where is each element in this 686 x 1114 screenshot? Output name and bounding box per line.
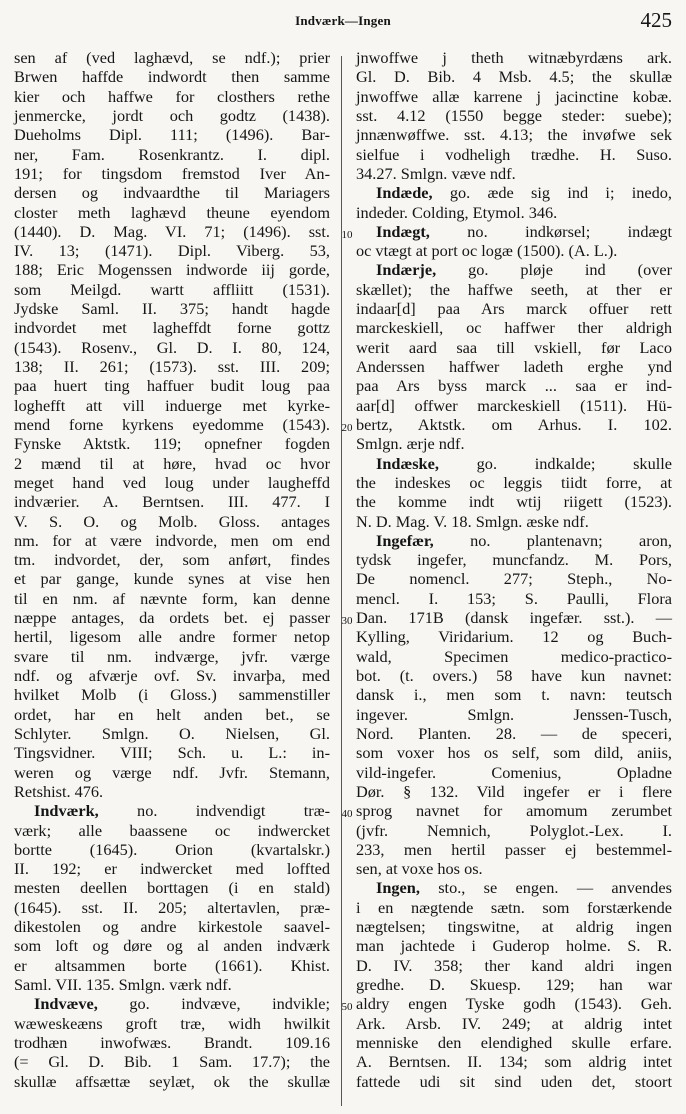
- text-line: [14, 1033, 330, 1052]
- text-line: [14, 241, 330, 260]
- line-text: weren og værge ndf. Jvfr. Stemann,: [14, 762, 330, 782]
- text-line: [356, 878, 672, 897]
- line-number-20: 20: [341, 422, 353, 434]
- text-line: [14, 569, 330, 588]
- text-line: [356, 666, 672, 685]
- line-text: dansk i., men som t. navn: teutsch: [356, 685, 672, 705]
- line-number-50: 50: [341, 1001, 353, 1013]
- text-line: [14, 454, 330, 473]
- line-text: (1440). D. Mag. VI. 71; (1496). sst.: [14, 221, 330, 241]
- text-line: [14, 280, 330, 299]
- text-line: [356, 318, 672, 337]
- text-line: [356, 782, 672, 801]
- line-text: sen af (ved laghævd, se ndf.); prier: [14, 48, 330, 67]
- line-text: menniske den elendighed skulle erfare.: [356, 1032, 672, 1052]
- text-line: [14, 125, 330, 144]
- text-line: [356, 473, 672, 492]
- text-line: [356, 647, 672, 666]
- text-line: [14, 492, 330, 511]
- text-line: [356, 743, 672, 762]
- line-text: indaar[d] paa Ars marck offuer rett: [356, 299, 672, 319]
- text-line: [14, 917, 330, 936]
- line-text: Nord. Planten. 28. — de speceri,: [356, 723, 672, 743]
- column-rule: [341, 56, 342, 1106]
- line-text: (jvfr. Nemnich, Polyglot.-Lex. I.: [356, 820, 672, 840]
- line-text: 191; for tingsdom fremstod Iver An-: [14, 163, 330, 183]
- text-line: [14, 956, 330, 975]
- line-text: hertil, ligesom alle andre former netop: [14, 627, 330, 647]
- text-line: [14, 589, 330, 608]
- line-text: som Meilgd. wartt affliitt (1531).: [14, 279, 330, 299]
- text-line: [14, 859, 330, 878]
- line-text: Ark. Arsb. IV. 249; at aldrig intet: [356, 1013, 672, 1033]
- text-line: [14, 473, 330, 492]
- running-head: Indværk—Ingen: [295, 13, 391, 28]
- line-text: aar[d] offwer marckeskiell (1511). Hü-: [356, 395, 672, 415]
- line-text: indvordet met lagheffdt forne gottz: [14, 318, 330, 338]
- text-line: [14, 87, 330, 106]
- line-text: dikestolen og andre kirkestole saavel-: [14, 917, 330, 937]
- line-text: bortte (1645). Orion (kvartalskr.): [14, 839, 330, 859]
- text-line: [14, 801, 330, 820]
- line-text: (= Gl. D. Bib. 1 Sam. 17.7); the: [14, 1052, 330, 1072]
- text-line: [14, 48, 330, 67]
- line-text: kier och haffwe for closthers rethe: [14, 86, 330, 106]
- line-text: IV. 13; (1471). Dipl. Viberg. 53,: [14, 241, 330, 261]
- text-line: [356, 396, 672, 415]
- line-text: Jydske Saml. II. 375; handt hagde: [14, 299, 330, 319]
- entry-headword: Indæde,: [376, 183, 433, 203]
- text-line: [14, 299, 330, 318]
- text-line: [14, 743, 330, 762]
- text-line: [356, 821, 672, 840]
- text-line: [356, 67, 672, 86]
- text-line: [14, 318, 330, 337]
- line-text: hvilket Molb (i Gloss.) sammenstiller: [14, 685, 330, 705]
- line-text: go. indkalde; skulle: [438, 453, 672, 473]
- text-line: [356, 724, 672, 743]
- line-number-40: 40: [341, 808, 353, 820]
- text-line: [356, 125, 672, 144]
- line-text: Gl. D. Bib. 4 Msb. 4.5; the skullæ: [356, 67, 672, 87]
- text-line: [14, 415, 330, 434]
- text-line: [356, 994, 672, 1013]
- text-line: [356, 183, 672, 202]
- line-text: er altsammen borte (1661). Khist.: [14, 955, 330, 975]
- line-text: mesten deellen borttagen (i en stald): [14, 878, 330, 898]
- text-line: [356, 241, 672, 260]
- line-text: skællet); the haffwe seeth, at ther er: [356, 279, 672, 299]
- line-text: jenmercke, jordt och godtz (1438).: [14, 105, 330, 125]
- line-text: A. Berntsen. II. 134; som aldrig intet: [356, 1052, 672, 1072]
- text-line: [14, 975, 330, 994]
- line-text: the indeskes oc leggis tiidt forre, at: [356, 472, 672, 492]
- line-text: jnwoffwe j theth witnæbyrdæns ark.: [356, 48, 672, 67]
- text-line: [356, 801, 672, 820]
- text-line: [14, 763, 330, 782]
- text-line: [356, 1072, 672, 1091]
- line-text: sielfue i vodheligh trædhe. H. Suso.: [356, 144, 672, 164]
- left-column: [14, 48, 330, 1091]
- line-text: marckeskiell, oc haffwer ther aldrigh: [356, 318, 672, 338]
- line-text: Saml. VII. 135. Smlgn. værk ndf.: [14, 975, 232, 994]
- line-text: svare til nm. indværge, jvfr. værge: [14, 646, 330, 666]
- text-line: [356, 338, 672, 357]
- line-text: indeder. Colding, Etymol. 346.: [356, 202, 558, 222]
- line-text: som voxer hos os self, som dild, aniis,: [356, 743, 672, 763]
- line-text: i en nægtende sætn. som forstærkende: [356, 897, 672, 917]
- text-line: [356, 415, 672, 434]
- line-text: tydsk ingefer, muncfandz. M. Pors,: [356, 550, 672, 570]
- line-text: værk; alle baassene oc indwercket: [14, 820, 330, 840]
- line-text: Kylling, Viridarium. 12 og Buch-: [356, 627, 672, 647]
- entry-headword: Indvæve,: [34, 994, 98, 1014]
- text-line: [14, 396, 330, 415]
- line-text: gredhe. D. Skuesp. 129; han war: [356, 975, 672, 994]
- line-text: ndf. og afværje ovf. Sv. invarþa, med: [14, 666, 330, 685]
- text-line: [14, 898, 330, 917]
- text-line: [14, 145, 330, 164]
- text-line: [14, 260, 330, 279]
- line-text: no. indvendigt træ-: [98, 801, 330, 821]
- line-text: no. plantenavn; aron,: [433, 530, 672, 550]
- text-line: [14, 821, 330, 840]
- text-line: [356, 936, 672, 955]
- page-header: [0, 6, 686, 36]
- line-text: the komme indt wtij riigett (1523).: [356, 492, 672, 512]
- line-text: 188; Eric Mogenssen indworde iij gorde,: [14, 260, 330, 280]
- text-line: [356, 1033, 672, 1052]
- text-line: [356, 106, 672, 125]
- line-text: fattede udi sit sind uden det, stoort: [356, 1071, 672, 1091]
- text-line: [14, 1052, 330, 1071]
- entry-headword: Indværk,: [34, 801, 99, 821]
- line-text: oc vtægt at port oc logæ (1500). (A. L.).: [356, 241, 618, 261]
- text-line: [356, 569, 672, 588]
- line-text: trodhæn inwofwæs. Brandt. 109.16: [14, 1032, 330, 1052]
- line-text: som loft og døre og al anden indværk: [14, 936, 330, 956]
- line-text: man jachtede i Guderop holme. S. R.: [356, 936, 672, 956]
- line-text: sen, at voxe hos os.: [356, 859, 483, 879]
- text-line: [356, 280, 672, 299]
- entry-headword: Indægt,: [376, 221, 430, 241]
- text-line: [14, 608, 330, 627]
- text-line: [14, 106, 330, 125]
- line-text: til en nm. af nævnte form, kan denne: [14, 588, 330, 608]
- line-text: paa huert ting haffuer budit loug paa: [14, 376, 330, 396]
- text-line: [14, 434, 330, 453]
- line-text: Tingsvidner. VIII; Sch. u. L.: in-: [14, 743, 330, 763]
- entry-headword: Ingefær,: [376, 530, 434, 550]
- text-line: [356, 492, 672, 511]
- line-text: 138; II. 261; (1573). sst. III. 209;: [14, 357, 330, 376]
- line-text: Dueholms Dipl. 111; (1496). Bar-: [14, 125, 330, 145]
- text-line: [356, 859, 672, 878]
- line-text: ordet, har en helt anden bet., se: [14, 704, 330, 724]
- line-text: et par gange, kunde synes at vise hen: [14, 569, 330, 589]
- text-line: [14, 67, 330, 86]
- line-text: Anderssen haffwer ladeth erghe ynd: [356, 357, 672, 376]
- text-line: [356, 203, 672, 222]
- line-text: Fynske Aktstk. 119; opnefner fogden: [14, 434, 330, 454]
- entry-headword: Indærje,: [376, 260, 437, 280]
- line-text: De nomencl. 277; Steph., No-: [356, 569, 672, 589]
- line-text: go. æde sig ind i; inedo,: [432, 183, 672, 203]
- text-line: [14, 840, 330, 859]
- line-text: Smlgn. ærje ndf.: [356, 434, 465, 454]
- text-line: [14, 338, 330, 357]
- right-column: [356, 48, 672, 1091]
- text-line: [356, 550, 672, 569]
- text-line: [14, 705, 330, 724]
- text-line: [356, 531, 672, 550]
- text-line: [14, 376, 330, 395]
- line-text: paa Ars byss marck ... saa er ind-: [356, 376, 672, 396]
- text-line: [356, 898, 672, 917]
- page-number: 425: [640, 8, 672, 32]
- text-line: [14, 685, 330, 704]
- line-text: V. S. O. og Molb. Gloss. antages: [14, 511, 330, 531]
- text-line: [356, 975, 672, 994]
- text-line: [14, 164, 330, 183]
- text-line: [14, 357, 330, 376]
- line-text: nægtelsen; tingswitne, at aldrig ingen: [356, 917, 672, 937]
- text-line: [356, 705, 672, 724]
- text-line: [14, 666, 330, 685]
- text-line: [14, 647, 330, 666]
- line-text: wæweskeæns groft træ, widh hwilkit: [14, 1013, 330, 1033]
- text-line: [356, 685, 672, 704]
- text-line: [356, 608, 672, 627]
- line-number-10: 10: [341, 229, 353, 241]
- text-line: [14, 724, 330, 743]
- text-line: [356, 763, 672, 782]
- line-text: werit aard saa till vskiell, før Laco: [356, 337, 672, 357]
- line-text: go. indvæve, indvikle;: [97, 994, 330, 1014]
- line-text: loghefft att vill induerge met kyrke-: [14, 395, 330, 415]
- line-text: aldry engen Tyske godh (1543). Geh.: [356, 994, 672, 1014]
- text-line: [14, 203, 330, 222]
- line-text: meget hand ved loug under laugheffd: [14, 472, 330, 492]
- line-text: jnnænwøffwe. sst. 4.13; the invøfwe sek: [356, 125, 672, 145]
- line-text: Dan. 171B (dansk ingefær. sst.). —: [356, 608, 672, 628]
- line-text: go. pløje ind (over: [436, 260, 672, 280]
- text-line: [356, 1052, 672, 1071]
- text-line: [356, 917, 672, 936]
- entry-headword: Ingen,: [376, 878, 420, 898]
- line-number-30: 30: [341, 615, 353, 627]
- line-text: indværier. A. Berntsen. III. 477. I: [14, 492, 330, 512]
- text-line: [14, 531, 330, 550]
- line-text: (1543). Rosenv., Gl. D. I. 80, 124,: [14, 337, 330, 357]
- line-text: dersen og indvaardthe til Mariagers: [14, 183, 330, 203]
- text-line: [14, 994, 330, 1013]
- line-text: no. indkørsel; indægt: [429, 221, 672, 241]
- text-line: [14, 550, 330, 569]
- text-line: [14, 627, 330, 646]
- text-line: [356, 589, 672, 608]
- line-text: sprog navnet for amomum zerumbet: [356, 801, 672, 821]
- text-line: [356, 48, 672, 67]
- text-line: [356, 164, 672, 183]
- text-line: [356, 627, 672, 646]
- line-text: næppe antages, da ordets bet. ej passer: [14, 608, 330, 628]
- line-text: Dør. § 132. Vild ingefer er i flere: [356, 781, 672, 801]
- text-line: [356, 260, 672, 279]
- line-text: II. 192; er indwercket med loffted: [14, 859, 330, 879]
- line-text: D. IV. 358; ther kand aldri ingen: [356, 955, 672, 975]
- text-line: [356, 145, 672, 164]
- line-text: wald, Specimen medico-practico-: [356, 646, 672, 666]
- line-text: vild-ingefer. Comenius, Opladne: [356, 762, 672, 782]
- line-text: sst. 4.12 (1550 begge steder: suebe);: [356, 105, 672, 125]
- text-line: [356, 299, 672, 318]
- text-line: [14, 936, 330, 955]
- text-line: [356, 454, 672, 473]
- line-text: bertz, Aktstk. om Arhus. I. 102.: [356, 414, 672, 434]
- line-text: Schlyter. Smlgn. O. Nielsen, Gl.: [14, 723, 330, 743]
- text-line: [356, 1014, 672, 1033]
- text-line: [14, 878, 330, 897]
- text-line: [14, 183, 330, 202]
- text-line: [14, 1072, 330, 1091]
- line-text: N. D. Mag. V. 18. Smlgn. æske ndf.: [356, 511, 589, 531]
- text-line: [356, 222, 672, 241]
- text-line: [14, 782, 330, 801]
- text-line: [356, 956, 672, 975]
- line-text: 34.27. Smlgn. væve ndf.: [356, 163, 516, 183]
- line-text: mencl. I. 153; S. Paulli, Flora: [356, 588, 672, 608]
- text-line: [356, 87, 672, 106]
- line-text: Retshist. 476.: [14, 781, 104, 801]
- line-text: sto., se engen. — anvendes: [419, 878, 672, 898]
- text-line: [14, 512, 330, 531]
- line-text: 233, men hertil passer ej bestemmel-: [356, 839, 672, 859]
- line-text: jnwoffwe allæ karrene j jacinctine kobæ.: [356, 86, 672, 106]
- text-line: [356, 434, 672, 453]
- text-line: [14, 222, 330, 241]
- text-line: [356, 512, 672, 531]
- line-text: mend forne kyrkens eyedomme (1543).: [14, 414, 330, 434]
- line-text: skullæ affsættæ seylæt, ok the skullæ: [14, 1071, 330, 1091]
- line-text: ner, Fam. Rosenkrantz. I. dipl.: [14, 144, 330, 164]
- line-text: ingever. Smlgn. Jenssen-Tusch,: [356, 704, 672, 724]
- line-text: tm. indvordet, der, som anført, findes: [14, 550, 330, 570]
- text-line: [356, 357, 672, 376]
- line-text: Brwen haffde indwordt then samme: [14, 67, 330, 87]
- line-text: (1645). sst. II. 205; altertavlen, præ-: [14, 897, 330, 917]
- line-text: nm. for at være indvorde, men om end: [14, 530, 330, 550]
- text-line: [14, 1014, 330, 1033]
- text-line: [356, 376, 672, 395]
- line-text: closter meth laghævd theune eyendom: [14, 202, 330, 222]
- entry-headword: Indæske,: [376, 453, 439, 473]
- line-text: 2 mænd til at høre, hvad oc hvor: [14, 453, 330, 473]
- text-line: [356, 840, 672, 859]
- line-text: bot. (t. overs.) 58 have kun navnet:: [356, 666, 672, 685]
